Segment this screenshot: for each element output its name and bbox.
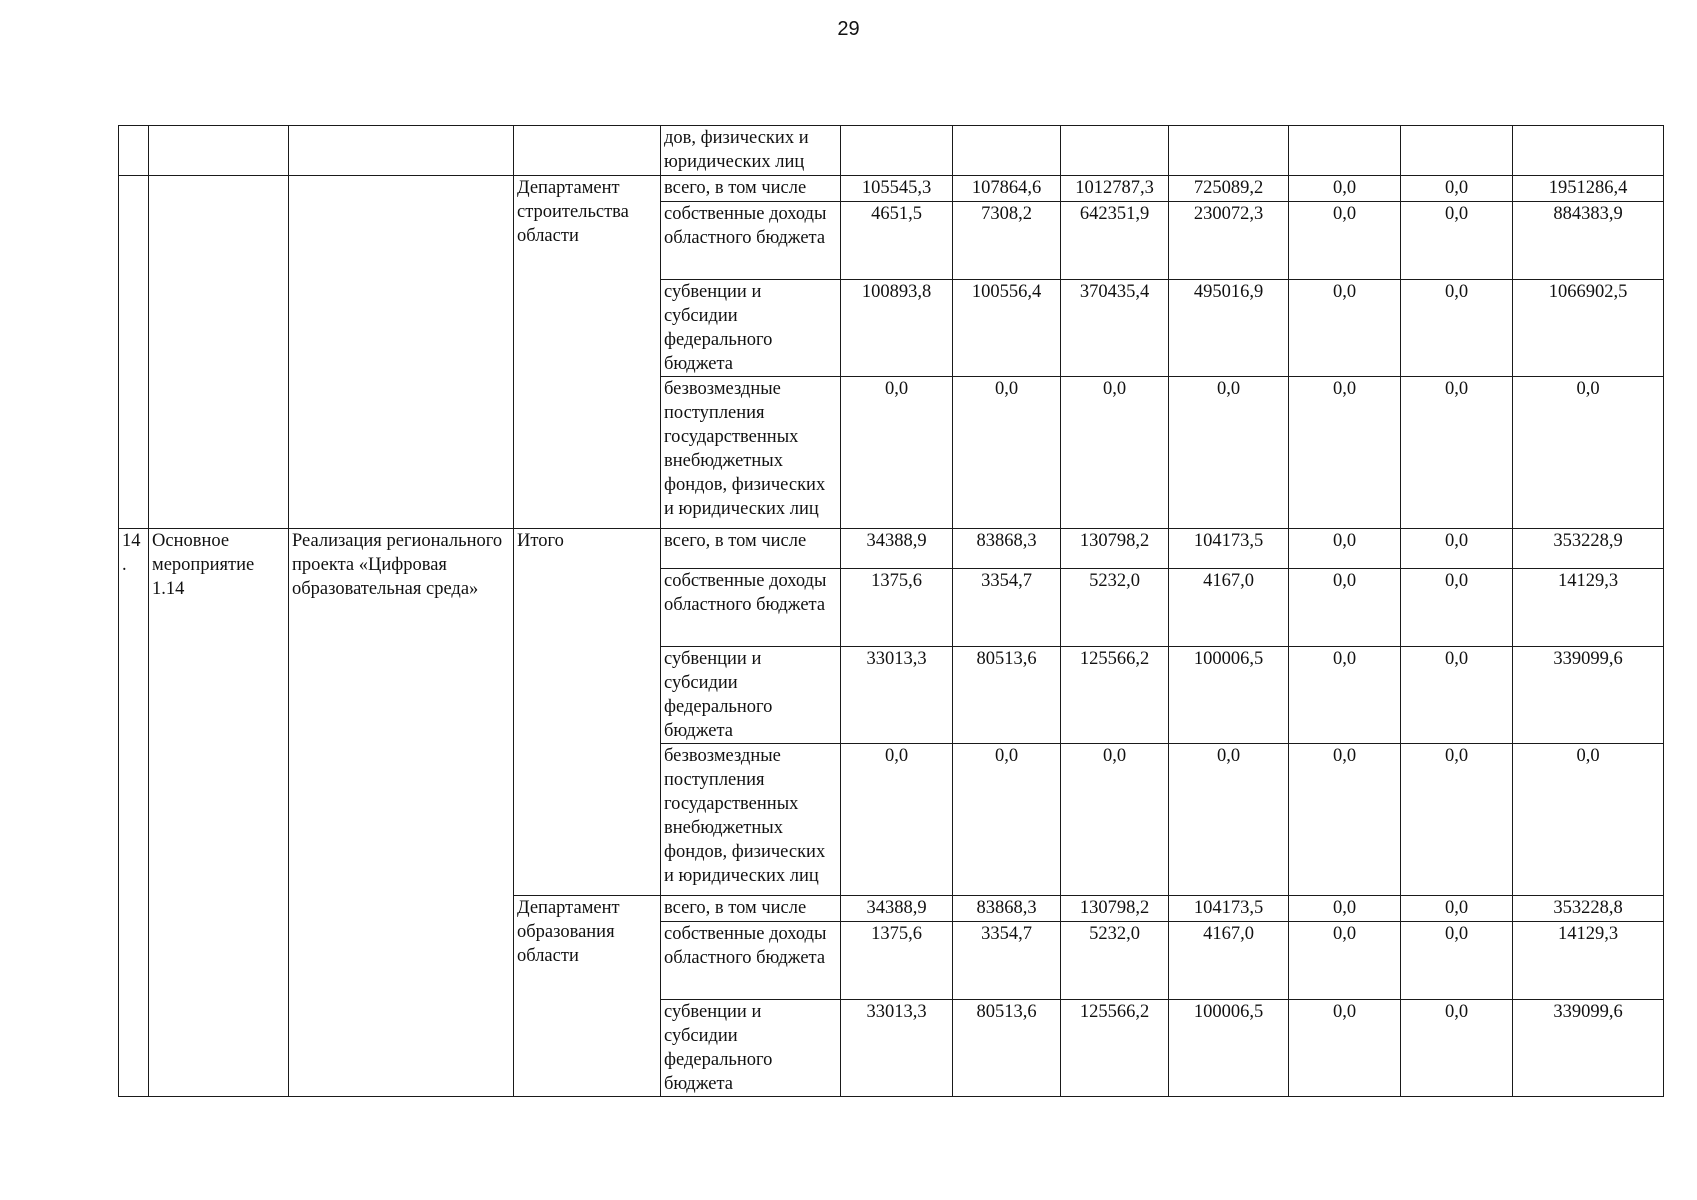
funding-source-cell: субвенции и субсидии федерального бюджета xyxy=(661,647,841,744)
value-cell: 0,0 xyxy=(1289,202,1401,280)
table-row xyxy=(119,176,1664,202)
value-cell: 725089,2 xyxy=(1169,176,1289,202)
value-cell: 130798,2 xyxy=(1061,896,1169,922)
value-cell: 104173,5 xyxy=(1169,529,1289,569)
description-cell xyxy=(289,126,514,176)
value-cell: 34388,9 xyxy=(841,896,953,922)
name-cell xyxy=(149,176,289,529)
value-cell: 0,0 xyxy=(953,377,1061,529)
funding-source-cell: субвенции и субсидии федерального бюджета xyxy=(661,280,841,377)
value-cell: 104173,5 xyxy=(1169,896,1289,922)
name-cell: Основное мероприятие 1.14 xyxy=(149,529,289,1097)
value-cell: 339099,6 xyxy=(1513,1000,1664,1097)
executor-cell: Департамент строительства области xyxy=(514,176,661,529)
value-cell: 33013,3 xyxy=(841,647,953,744)
value-cell: 14129,3 xyxy=(1513,569,1664,647)
value-cell: 1375,6 xyxy=(841,922,953,1000)
table-row xyxy=(119,529,1664,569)
executor-cell: Итого xyxy=(514,529,661,896)
value-cell: 884383,9 xyxy=(1513,202,1664,280)
value-cell: 353228,8 xyxy=(1513,896,1664,922)
value-cell xyxy=(1401,126,1513,176)
funding-source-cell: собственные доходы областного бюджета xyxy=(661,569,841,647)
funding-source-cell: собственные доходы областного бюджета xyxy=(661,202,841,280)
value-cell: 0,0 xyxy=(1401,1000,1513,1097)
number-cell xyxy=(119,126,149,176)
value-cell: 0,0 xyxy=(1289,896,1401,922)
value-cell: 80513,6 xyxy=(953,1000,1061,1097)
value-cell: 130798,2 xyxy=(1061,529,1169,569)
value-cell xyxy=(841,126,953,176)
value-cell: 339099,6 xyxy=(1513,647,1664,744)
value-cell: 0,0 xyxy=(1061,744,1169,896)
value-cell: 34388,9 xyxy=(841,529,953,569)
table-row xyxy=(119,126,1664,176)
value-cell: 3354,7 xyxy=(953,922,1061,1000)
value-cell: 0,0 xyxy=(1401,647,1513,744)
value-cell: 7308,2 xyxy=(953,202,1061,280)
value-cell: 0,0 xyxy=(841,744,953,896)
value-cell: 5232,0 xyxy=(1061,922,1169,1000)
value-cell: 642351,9 xyxy=(1061,202,1169,280)
value-cell xyxy=(1289,126,1401,176)
funding-source-cell: собственные доходы областного бюджета xyxy=(661,922,841,1000)
funding-source-cell: дов, физических и юридических лиц xyxy=(661,126,841,176)
value-cell: 0,0 xyxy=(1401,202,1513,280)
value-cell: 3354,7 xyxy=(953,569,1061,647)
funding-source-cell: субвенции и субсидии федерального бюджета xyxy=(661,1000,841,1097)
executor-cell xyxy=(514,126,661,176)
value-cell: 33013,3 xyxy=(841,1000,953,1097)
value-cell xyxy=(1061,126,1169,176)
value-cell: 83868,3 xyxy=(953,896,1061,922)
value-cell: 0,0 xyxy=(1401,377,1513,529)
value-cell: 4167,0 xyxy=(1169,922,1289,1000)
value-cell: 370435,4 xyxy=(1061,280,1169,377)
value-cell: 14129,3 xyxy=(1513,922,1664,1000)
budget-table xyxy=(118,125,1664,1097)
value-cell xyxy=(1169,126,1289,176)
value-cell: 100893,8 xyxy=(841,280,953,377)
value-cell: 0,0 xyxy=(1401,896,1513,922)
value-cell: 0,0 xyxy=(1513,744,1664,896)
value-cell: 0,0 xyxy=(1401,922,1513,1000)
value-cell: 0,0 xyxy=(1289,1000,1401,1097)
value-cell: 0,0 xyxy=(1289,744,1401,896)
value-cell: 0,0 xyxy=(1401,280,1513,377)
value-cell: 125566,2 xyxy=(1061,647,1169,744)
value-cell: 83868,3 xyxy=(953,529,1061,569)
value-cell: 100006,5 xyxy=(1169,647,1289,744)
value-cell: 125566,2 xyxy=(1061,1000,1169,1097)
value-cell: 0,0 xyxy=(1513,377,1664,529)
value-cell: 0,0 xyxy=(1289,529,1401,569)
value-cell: 5232,0 xyxy=(1061,569,1169,647)
value-cell: 0,0 xyxy=(1401,569,1513,647)
funding-source-cell: всего, в том числе xyxy=(661,176,841,202)
value-cell: 0,0 xyxy=(1289,647,1401,744)
value-cell: 1951286,4 xyxy=(1513,176,1664,202)
page-number: 29 xyxy=(837,18,860,40)
value-cell: 0,0 xyxy=(841,377,953,529)
value-cell: 1012787,3 xyxy=(1061,176,1169,202)
value-cell xyxy=(1513,126,1664,176)
value-cell: 0,0 xyxy=(1401,529,1513,569)
value-cell: 0,0 xyxy=(1289,922,1401,1000)
funding-source-cell: безвозмездные поступления государственных внебюджетных фондов, физических и юридических лиц xyxy=(661,377,841,529)
value-cell: 100006,5 xyxy=(1169,1000,1289,1097)
value-cell: 230072,3 xyxy=(1169,202,1289,280)
value-cell: 0,0 xyxy=(1169,377,1289,529)
executor-cell: Департамент образования области xyxy=(514,896,661,1097)
value-cell: 0,0 xyxy=(1289,176,1401,202)
number-cell: 14. xyxy=(119,529,149,1097)
value-cell: 4651,5 xyxy=(841,202,953,280)
name-cell xyxy=(149,126,289,176)
value-cell xyxy=(953,126,1061,176)
value-cell: 0,0 xyxy=(1401,176,1513,202)
value-cell: 1375,6 xyxy=(841,569,953,647)
value-cell: 0,0 xyxy=(1169,744,1289,896)
funding-source-cell: безвозмездные поступления государственных внебюджетных фондов, физических и юридических лиц xyxy=(661,744,841,896)
value-cell: 0,0 xyxy=(1401,744,1513,896)
funding-source-cell: всего, в том числе xyxy=(661,529,841,569)
description-cell xyxy=(289,176,514,529)
value-cell: 80513,6 xyxy=(953,647,1061,744)
description-cell: Реализация регионального проекта «Цифровая образовательная среда» xyxy=(289,529,514,1097)
value-cell: 0,0 xyxy=(1289,377,1401,529)
funding-source-cell: всего, в том числе xyxy=(661,896,841,922)
number-cell xyxy=(119,176,149,529)
value-cell: 0,0 xyxy=(1061,377,1169,529)
value-cell: 0,0 xyxy=(1289,280,1401,377)
value-cell: 107864,6 xyxy=(953,176,1061,202)
value-cell: 353228,9 xyxy=(1513,529,1664,569)
value-cell: 100556,4 xyxy=(953,280,1061,377)
value-cell: 4167,0 xyxy=(1169,569,1289,647)
value-cell: 0,0 xyxy=(953,744,1061,896)
value-cell: 105545,3 xyxy=(841,176,953,202)
value-cell: 0,0 xyxy=(1289,569,1401,647)
value-cell: 495016,9 xyxy=(1169,280,1289,377)
value-cell: 1066902,5 xyxy=(1513,280,1664,377)
